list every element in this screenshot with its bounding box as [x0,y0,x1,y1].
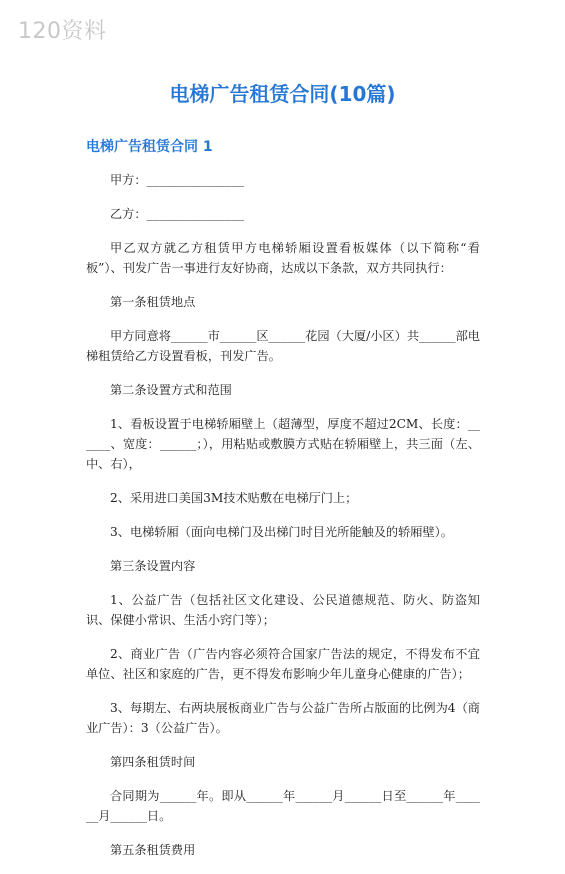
party-b-line: 乙方：________________ [110,207,245,221]
document-title: 电梯广告租赁合同(10篇) [169,82,396,106]
article-2-item-3: 3、电梯轿厢（面向电梯门及出梯门时目光所能触及的轿厢壁）。 [110,525,453,539]
article-3-item-3: 3、每期左、右两块展板商业广告与公益广告所占版面的比例为4（商业广告）：3（公益广告）。 [86,701,480,735]
section-heading: 电梯广告租赁合同 1 [86,139,213,155]
document-body [86,170,480,874]
article-3-item-2: 2、商业广告（广告内容必须符合国家广告法的规定，不得发布不宜单位、社区和家庭的广告，更不得发布影响少年儿童身心健康的广告）； [86,647,480,681]
article-1-text: 甲方同意将______市______区______花园（大厦/小区）共______部电梯租赁给乙方设置看板，刊发广告。 [86,329,480,363]
article-2-item-1: 1、看板设置于电梯轿厢壁上（超薄型，厚度不超过2CM、长度：______、宽度：______；），用粘贴或敷膜方式贴在轿厢壁上，共三面（左、中、右）， [86,417,480,471]
article-1-heading: 第一条租赁地点 [110,295,196,309]
article-5-heading: 第五条租赁费用 [110,843,196,857]
article-2-heading: 第二条设置方式和范围 [110,383,232,397]
party-a-line: 甲方：________________ [110,173,245,187]
intro-paragraph: 甲乙双方就乙方租赁甲方电梯轿厢设置看板媒体（以下简称“看板”）、刊发广告一事进行友好协商，达成以下条款，双方共同执行： [86,241,480,275]
article-4-text: 合同期为______年。即从______年______月______日至______年______月______日。 [86,789,480,823]
watermark-logo: 120资料 [18,19,107,44]
article-2-item-2: 2、采用进口美国3M技术贴敷在电梯厅门上； [110,491,358,505]
article-4-heading: 第四条租赁时间 [110,755,196,769]
article-3-item-1: 1、公益广告（包括社区文化建设、公民道德规范、防火、防盗知识、保健小常识、生活小窍门等）； [86,593,480,627]
article-3-heading: 第三条设置内容 [110,559,196,573]
